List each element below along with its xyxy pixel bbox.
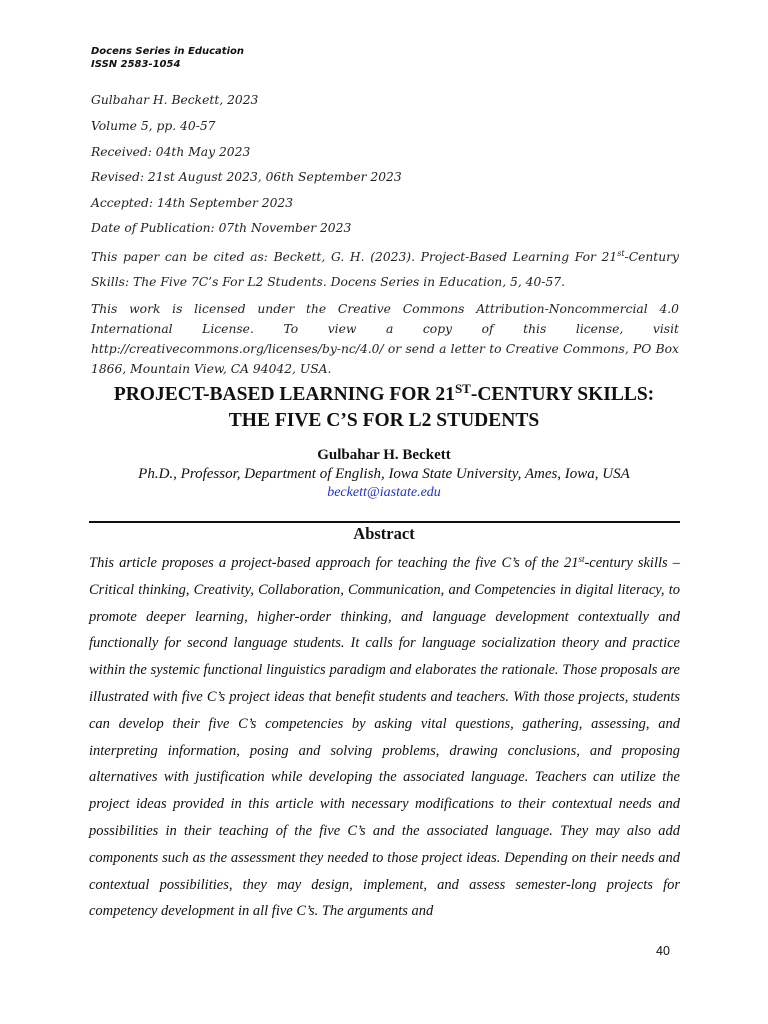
abstract-sup: st <box>578 554 585 564</box>
citation-sup: st <box>617 249 625 258</box>
author-name: Gulbahar H. Beckett <box>317 447 451 463</box>
author-email-link[interactable]: beckett@iastate.edu <box>327 485 441 500</box>
series-name: Docens Series in Education <box>91 46 245 57</box>
abstract-text: This article proposes a project-based approach for teaching the five C’s of the 21 <box>89 555 579 571</box>
paper-title <box>60 382 708 434</box>
abstract-body <box>89 550 680 925</box>
author-affiliation: Ph.D., Professor, Department of English, Iowa State University, Ames, Iowa, USA <box>138 466 630 482</box>
citation <box>91 245 679 295</box>
issn: ISSN 2583-1054 <box>91 59 181 70</box>
title-text-rest: -CENTURY SKILLS: <box>470 384 655 405</box>
abstract-text-rest: -century skills – Critical thinking, Creativity, Collaboration, Communication, and Competencies in digital literacy, to promote deeper learning, higher-order thinking, and language development contextually and functionally for second language students. It calls for language socialization theory and practice within the systemic functional linguistics paradigm and elaborates the rationale. Those proposals are illustrated with five C’s project ideas that benefit students and teachers. With those projects, students can develop their five C’s competencies by asking vital questions, gathering, assessing, and interpreting information, posing and solving problems, drawing conclusions, and proposing alternatives with justification while developing the associated language. Teachers can utilize the project ideas provided in this article with necessary modifications to their contextual needs and possibilities in their teaching of the five C’s and the associated language. They may also add components such as the assessment they needed to those project ideas. Depending on their needs and contextual possibilities, they may design, implement, and assess semester-long projects for competency development in all five C’s. The arguments and <box>89 555 680 920</box>
title-text: PROJECT-BASED LEARNING FOR 21 <box>113 384 455 405</box>
journal-header <box>91 45 244 71</box>
abstract-heading: Abstract <box>353 524 415 543</box>
citation-text: This paper can be cited as: Beckett, G. H. (2023). Project-Based Learning For 21 <box>91 250 618 264</box>
title-sup: ST <box>454 381 471 396</box>
page-number: 40 <box>656 944 670 958</box>
accepted-date: Accepted: 14th September 2023 <box>91 196 294 210</box>
revised-date: Revised: 21st August 2023, 06th September 2023 <box>91 170 402 184</box>
citation-text-rest: -Century Skills: The Five 7C’s For L2 Students. Docens Series in Education, 5, 40-57. <box>91 250 679 289</box>
publication-date: Date of Publication: 07th November 2023 <box>91 221 352 235</box>
title-line-1 <box>60 382 708 408</box>
section-divider <box>89 521 680 523</box>
author-year: Gulbahar H. Beckett, 2023 <box>91 93 259 107</box>
volume: Volume 5, pp. 40-57 <box>91 119 216 133</box>
title-line-2: THE FIVE C’S FOR L2 STUDENTS <box>228 410 540 431</box>
received-date: Received: 04th May 2023 <box>91 145 251 159</box>
license-notice: This work is licensed under the Creative Commons Attribution-Noncommercial 4.0 International License. To view a copy of this license, visit http://creativecommons.org/licenses/by-nc/4.0/ or send a letter to Creative Commons, PO Box 1866, Mountain View, CA 94042, USA. <box>91 302 679 376</box>
